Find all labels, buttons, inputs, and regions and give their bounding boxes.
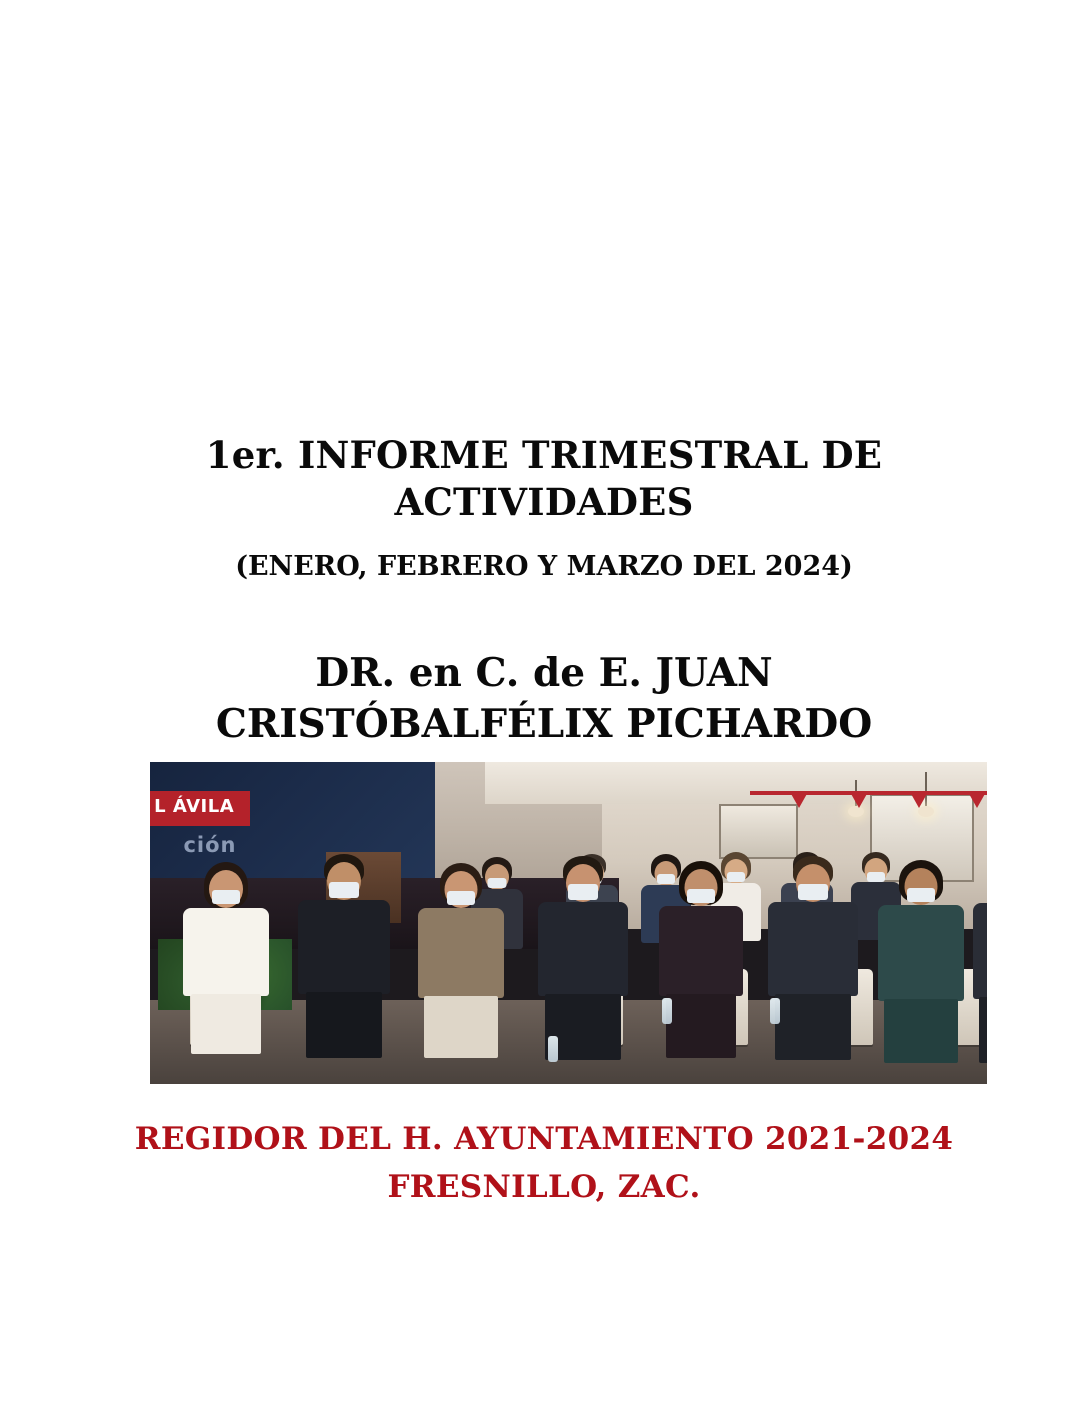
photo-screen-text: ción <box>183 832 237 857</box>
footer-location-line: FRESNILLO, ZAC. <box>387 1169 701 1206</box>
photo-pennant <box>910 792 928 808</box>
photo-pennant <box>968 792 986 808</box>
photo-inner <box>150 762 987 1084</box>
photo-person-legs <box>979 997 987 1063</box>
photo-person-mask <box>687 889 715 903</box>
photo-water-bottle <box>548 1036 558 1062</box>
photo-person-mask <box>798 884 828 900</box>
photo-banner-label: L ÁVILA <box>154 795 235 817</box>
report-period: (ENERO, FEBRERO Y MARZO DEL 2024) <box>235 550 853 582</box>
photo-person-legs <box>424 996 498 1058</box>
photo-person-legs <box>666 994 736 1058</box>
page-title: 1er. INFORME TRIMESTRAL DE ACTIVIDADES <box>205 433 883 525</box>
photo-person-body <box>973 903 987 999</box>
photo-pennant <box>790 792 808 808</box>
photo-person-legs <box>191 994 261 1054</box>
photo-person-body <box>418 908 504 998</box>
photo-flag-line <box>750 791 987 795</box>
photo-person-body <box>298 900 390 994</box>
photo-person-legs <box>306 992 382 1058</box>
photo-person-legs <box>884 999 958 1063</box>
photo-person <box>180 862 272 1054</box>
photo-person <box>875 860 967 1064</box>
photo-pennant <box>850 792 868 808</box>
title-block <box>0 432 1088 584</box>
photo-person-body <box>659 906 743 996</box>
photo-person-body <box>878 905 964 1001</box>
photo-person <box>415 863 507 1059</box>
photo-person-legs <box>775 994 851 1060</box>
photo-person-mask <box>447 891 475 905</box>
photo-person-body <box>183 908 269 996</box>
author-name: DR. en C. de E. JUAN CRISTÓBALFÉLIX PICHARDO <box>215 650 873 747</box>
photo-water-bottle <box>770 998 780 1024</box>
author-block <box>0 648 1088 749</box>
photo-person-mask <box>907 888 935 902</box>
photo-person-mask <box>212 890 240 904</box>
photo-person <box>295 854 393 1059</box>
photo-person-mask <box>568 884 598 900</box>
photo-person <box>535 856 631 1062</box>
photo-person <box>655 861 747 1059</box>
photo-person-body <box>768 902 858 996</box>
footer-role-line: REGIDOR DEL H. AYUNTAMIENTO 2021-2024 <box>134 1121 954 1157</box>
event-photo <box>150 762 987 1084</box>
photo-person <box>765 856 861 1062</box>
footer-block <box>0 1115 1088 1211</box>
photo-water-bottle <box>662 998 672 1024</box>
photo-person-body <box>538 902 628 996</box>
photo-person-mask <box>329 882 359 898</box>
photo-person <box>970 858 987 1064</box>
